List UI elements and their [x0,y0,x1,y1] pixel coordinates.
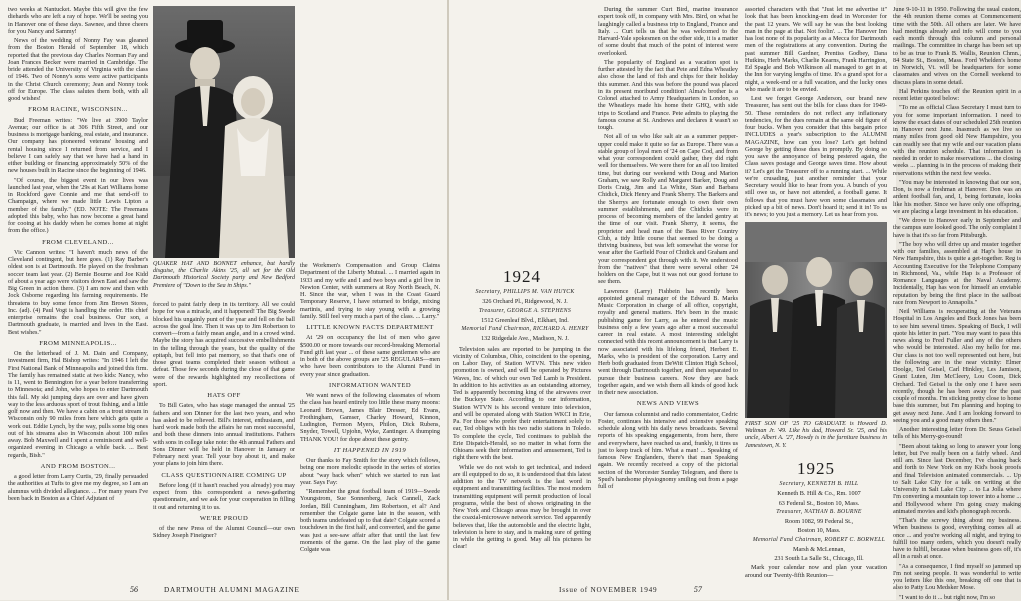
class-address: Kenneth B. Hill & Co., Rm. 1007 [777,490,861,498]
paragraph: At '29 on occupancy the list of men who gave $500.00 or more towards our record-breaking Memorial Fund gift last year ... of these same gentlemen who are in both of the above groups are '25 REGULARS—men who have been contributors to the Alumni Fund in every year since graduation. [300,334,440,378]
section-heading: INFORMATION WANTED [329,381,411,389]
paragraph: the Workmen's Compensation and Group Claims Department of the Liberty Mutual. ... I married again in 1933 and my wife and I and two boys and a girl live in Newton Center, with summers at Roy North Beach, N. H. Since the war, when I was in the Coast Guard Temporary Reserve, I have returned to bridge, mixing martinis, and trying to stay young with a growing family. Still feel very much a part of the class. ... Larry." [300,262,440,320]
paragraph: While we do not wish to get technical, and indeed are ill equipped to do so, it is understood that this latest addition to the TV network is the last word in equipment and transmitting facilities. The most modern transmitting equipment will permit production of local programs, while the best of shows originating in the New York and Chicago areas may be brought in over the coaxial-microwave network service. Ted apparently believes that, like the automobile and the electric light, television is here to stay, and is making sure of getting in while the getting is good. May all his pictures be clear! [453,463,591,551]
paragraph: "You may be interested in knowing that our son, Don, is now a freshman at Hanover. Don was an ardent football fan, and, I, being fortunate, looks like his mother. Since we have only one offspring, we are placing a large investment in his education. [893,178,1021,215]
section-heading: AND FROM BOSTON... [40,462,116,470]
paragraph: To Bill Gates, who has stage managed the annual '25 fathers and son Dinner for the last two years, and who has asked to be relieved. Bill's interest, enthusiasm, and hard work made both the affairs he ran most successful, and both these dinners into annual institutions. Fathers with sons in college take note: the 4th annual Fathers and Sons Dinner will be held in Hanover in January or February next year. Tell your boy about it, and make your plans to join him there. [153,402,295,468]
class-address: 63 Federal St., Boston 10, Mass. [778,499,860,507]
paragraph: Lest we forget George Anderson, our brand new Treasurer, has sent out the bills for class dues for 1949-50. These reminders do not reflect any inflationary tendencies, for the dues remain at the same old figure of four bucks. When you consider that this bargain price INCLUDES a year's subscription to the ALUMNI MAGAZINE, how can you lose? Let's get behind George by getting those dues in promptly. By doing so you save the annoyance of being pestered again, the Class saves postage and George saves time. How about it? Let's get the Treasurer off to a running start. ... While we're crusading, just another reminder that your Secretary would like to hear from you. A bunch of you still owe us, or have not attended, a football game. It follows that you must have won some classmates and picked up a bit of news. Don't hoard it; send it in! To us it's news; to you just a memory. Let us hear from you. [745,95,887,218]
paragraph: "To me as official Class Secretary I must turn to you for some important information. I need to know the exact dates of our scheduled 25th reunion in Hanover next June. Inasmuch as we live so many miles from good old New Hampshire, you can readily see that my wife and our vacation plans with the reunion schedule. That information is needed in order to make reservations ... the closing weeks ... planning is in the process of making their reservations within the next few weeks. [893,104,1021,177]
paragraph: assorted characters with that "Just let me advertise it" look that has been knocking-em dead in Worcester for the past 12 years. We will say he was the best looking man in the page at that. Not foolin'. ... The Hanover Inn has lost none of its popularity as a Mecca for Dartmouth men of the registrations at any convention. During the past summer Bill Gardner, Prentiss Godbey, Dana Hutkins, Herb Marks, Charlie Kearns, Frank Harrington, Ed Spagle and Bob Wilkinson all managed to get in at the Inn for varying lengths of time. It's a grand spot for a night, a week-end or a full vacation, and the lucky ones who made it are to be envied. [745,6,887,93]
class-officer: Treasurer, NATHAN B. BOURNE [776,508,862,515]
paragraph: Our thanks to Fay Smith for the story which follows, being one more melodic episode in the series of stories about "way back when" which we started to run last year. Says Fay: [300,457,440,486]
section-heading: LITTLE KNOWN FACTS DEPARTMENT [306,324,434,331]
page-number: 56 [130,585,138,594]
paragraph: Lawrence (Larry) Fishbein has recently been appointed general manager of the Edward B. Marks Music Corporation in charge of all office, copyright, royalty and general matters. He's been in the music publishing game for Larry, as he entered the music business only a few years ago after a most successful career in real estate. A most interesting sidelight connected with this recent announcement is that Larry is now associated with his lifelong friend, Herbert E. Marks, who is president of the corporation. Larry and Herb both graduated from DeWitt Clinton High School, went through Dartmouth together, and then separated to pursue their business careers. Now they are back together again, and we wish them all kinds of good luck in their new association. [598,287,738,396]
paragraph: Not all of us who like salt air as a summer pepper-upper could make it quite so far as Europe. There was a stable group of loyal men of '24 on Cape Cod, and from what your correspondent could gather, they did right well for themselves. We were there for an all too limited time, but during our weekend with Doug and Marion Graham, we saw Rolly and Margaret Barker, Doug and Doris Craig, Jim and La White, Stan and Barbara Chidick, Dick Henry and Frank Sherry. The Barkers and the Sherrys are fortunate enough to own their own summer establishments, and the Chidicks were in process of becoming members of the landed gentry at the time of our visit. Frank Sherry, it seems, the proprietor and head man of the Bass River Country Club, a tidy little course that seemed to be doing a thriving business, but was left somewhat the worse for wear after the Garfield Four of Chidick and Graham and your correspondent got through with it. We understood from the "natives" that there were several other '24 holders on the Cape, but it was not our good fortune to see them. [598,133,738,286]
section-heading: FROM MINNEAPOLIS... [39,339,117,347]
right-page [449,0,1021,601]
paragraph: "As a consequence, I find myself so jammed up I'm not seeing people. It was wonderful to write you letters like this one, breaking off one that is also to Patty Lou Medsker Mose. [893,562,1021,592]
paragraph: News of the wedding of Nonny Fay was gleaned from the Boston Herald of September 18, which reported that the previous day Charles Norman Fay and Joan Frances Becker were married in Cambridge. The bride attended the University of Virginia with the class of 1946. Two of Nonny's sons were active participants in the Christ Church ceremony; Jean and Nonny took off for Europe. The class salutes them both, with all good wishes! [8,37,148,102]
paragraph: Neil Williams is recuperating at the Veterans Hospital in Los Angeles and Buck Jones has been to see him several times. Speaking of Buck, I will quote his letter in part. "You may want to pass this news along to Fred Fuller and any of the others who would be interested. Also my hello for me. Our class is not too well represented out here, but the following are in the near vicinity: Elmer Doolge, Ted Geisel, Carl Hinkley, Les Jamison, Grant Luten, Jim McCleery, Lou Coom, Dick Orchard. Ted Geisel is the only one I have seen recently, though he has been away for the past couple of months. I'm sticking pretty close to home base this summer, but I'm planning and hoping to get away next June. And I am looking forward to seeing you and a good many others then." [893,308,1021,424]
paragraph: two weeks at Nantucket. Maybe this will give the few diehards who are left a ray of hope. We'll be seeing you in Hanover one of these days. Sawnee, and three cheers for you Nancy and Sammy! [8,6,148,35]
paragraph: "We drove to Hanover early in September and the campus sure looked good. The only complaint I have is that it's so far from Pittsburgh. [893,217,1021,239]
three-men-illustration [745,222,887,418]
class-1925-block [745,454,887,582]
paragraph: "Of course, the biggest event in our lives was launched last year, when the '29s at Kari Williams home in Rockford gave Connie and me that send-off to Champaign, where we made little Lewis Lipton a member of the family." (ED. NOTE: The Freemans adopted this baby, who has now become a great hand for cooing at his daddy when he comes home at night from the office.) [8,176,148,235]
class-officer: Secretary, PHILLIPS M. VAN HUYCK [475,289,575,295]
class-year-heading: 1924 [503,267,541,286]
paragraph: During the summer Curt Bird, marine insurance expert took off, in company with Mrs. Bird, on what he laughingly called a business trip to England, France and Italy. ... Curt tells us that he was welcomed to the Harvard-Yale spokesmen on the other side, it is a matter of some doubt that much of the point of interest were overlooked. [598,6,738,57]
left-column-1 [8,6,148,581]
class-officer: Memorial Fund Chairman, ROBERT C. BORWELL [752,536,886,543]
section-heading: WE'RE PROUD [199,514,249,522]
photo-caption: FIRST SON OF '25 TO GRADUATE is Howard D. Waltman Jr. '49. Like his dad, Howard Sr. '25, and his uncle, Albert A. '27, Howdy is in the furniture business in Jamestown, N. Y. [745,421,887,449]
class-officer: Secretary, KENNETH B. HILL [779,481,859,487]
magazine-title: DARTMOUTH ALUMNI MAGAZINE [163,586,300,594]
section-heading: NEWS AND VIEWS [636,400,700,408]
paragraph: The popularity of England as a vacation spot is further attested by the fact that Pete and Edna Wheatley also chose the land of fish and chips for their holiday this summer. And this was before the pound was placed in its present moribund condition! Alma's brother is a Colonel attached to Army Headquarters in London, so the Wheatleys made his home their GHQ, with side trips to Scotland and France. Pete admits to playing the famous course at St. Andrews and declares it wasn't so tough. [598,58,738,131]
class-year-heading: 1925 [797,459,835,478]
graduate-photo [745,222,887,418]
paragraph: "I want to do it ... but right now, I'm so [899,593,996,601]
left-page [0,0,447,600]
issue-date: Issue of NOVEMBER 1949 [559,586,658,594]
paragraph: of the new Press of the Alumni Council—our own Sidney Joseph Fineigner? [153,525,295,540]
photo-caption: QUAKER HAT AND BONNET enhance, but hardly disguise, the Charlie Akins '25, all set for the Old Dartmouth Historical Society party and New Bedford Premiere of "Down to the Sea in Ships." [153,261,295,289]
section-heading: IT HAPPENED IN 1919 [333,446,407,454]
section-heading: FROM RACINE, WISCONSIN... [28,106,128,114]
class-address: 231 South La Salle St., Chicago, Ill. [774,555,864,562]
left-column-3 [300,262,440,582]
class-address: 1512 Greenleaf Blvd., Elkhart, Ind. [481,316,569,324]
paragraph: We want news of the following classmates of whom the class has heard entirely too little these many moons: Leonard Brown, James Blair Dresser, Ed Evans, Frothingham, Gamser, Charley Howard, Kinnon, Ludington, Fermon Myers, Philon, Dick Rubens, Snyder, Towell, Upjohn, Wyke, Zantinger. A thumping THANK YOU! for dope about these gentry. [300,392,440,443]
class-officer: Memorial Fund Chairman, RICHARD A. HENRY [461,326,589,332]
section-heading: HATS OFF [207,392,241,399]
right-column-1 [453,262,591,582]
paragraph: Our famous columnist and radio commentator, Cedric Foster, continues his intensive and extensive speaking schedule along with his daily news broadcasts. Several reports of his speaking engagements, from here, there and everywhere, have reached us and, frankly, it tires us just to keep track of him. What a man! ... Speaking of famous New Englanders, there's that man Speaking again. We recently received a copy of the pictorial section of the Worcester Sunday Telegram, and there is Spud's handsome physiognomy smiling out from a page full of [598,410,738,490]
section-heading: CLASS QUESTIONNAIRE COMING UP [161,471,287,479]
class-address: Room 1082, 99 Federal St., [784,518,854,525]
paragraph: Another interesting letter from Dr. Seuss Geisel tells of his Merry-go-round! [893,426,1021,441]
paragraph: forced to paint fairly deep in its territory. All we could hope for was a miracle, and it happened! The Big Swede blocked his ungainly punt of the year and fell on the ball across the goal line. Then it was up to Jim Robertson to convert—from a fairly mean angle, and in a crowd wind. Maybe the story has acquired successive embellishments in the telling through the years, but the quality of the epitaph, but fell into pat memory, so that that's one of those great teams completed their season without a defeat. Those few seconds during the close of that game were of the rewards highlighted my recollections of sport. [153,301,295,388]
quaker-couple-illustration [153,6,295,258]
class-address: 326 Orchard Pl., Ridgewood, N. J. [482,298,568,306]
class-address: Boston 10, Mass. [797,527,841,535]
left-folio [130,585,300,594]
paragraph: Vic Cannon writes: "I haven't much news of the Cleveland contingent, but here goes. (1) Ray Barber's oldest son is at Dartmouth. He played on the freshman soccer team last year. (2) Bernie Bourne and Joe Kidd of about a year ago were visitors down East and saw the Big Green in action there. (3) I am now and then with Jock Osborne regarding his farming requirements. He threatens to buy some fence from Jim Brown Stores, Inc. (ad). (4) Paul Vogt is handling the order. His chief enterprise remains the coal business. Our son, a Dartmouth graduate, is married and lives in the East. Best wishes." [8,248,148,336]
right-column-4 [893,6,1021,601]
paragraph: "Remember the great football team of 1919—Swede Youngstrom, Sue Sonnenberg, Jack Cannell, Zack Jordan, Bill Cunningham, Jim Robertson, et al? And remember the Colgate game late in the season, with both teams undefeated up to that date? Colgate scored a touchdown in the first half, and converted, and the game was just a see-saw affair after that until the last few moments of the game. On the last play of the game Colgate was [300,488,440,553]
paragraph: a good letter from Larry Curtis, '29, finally persuaded the authorities at Tufts to give me my degree, so I am an alumnus with divided allegiance. ... For many years I've been back in Boston as a Chief Adjutant of [8,473,148,502]
right-folio [559,585,702,594]
section-heading: FROM CLEVELAND... [42,238,114,246]
paragraph: "The boy who will drive up and muster together with our families, assembled at Hap's house in New Hampshire, this is quite a get-together. Reg is Accounting Executive for the Telephone Company in Richmond, Va., while Hap is a Professor of Romance Languages at the Naval Academy. Incidentally, Hap has won for himself an enviable reputation by being the first place in the sailboat race from Newport to Annapolis." [893,240,1021,306]
quaker-couple-photo [153,6,295,258]
class-officer: Treasurer, GEORGE A. STEPHENS [478,307,572,314]
class-address: 132 Ridgedale Ave., Madison, N. J. [481,335,569,343]
paragraph: Hal Perkins touches off the Reunion spirit in a recent letter quoted below: [893,87,1021,102]
paragraph: June 9-10-11 in 1950. Following the usual custom, the 4th reunion theme comes at Commencement time with the 50th. All others are later. We have had meetings already and info will come to you each month through this column and personal mailings. The committee in charge has been set up to be as true to Frank B. Wallis, Reunion Chmn., 84 State St., Boston, Mass. Ford Whelden's home in Norwich, Vt. will be headquarters for some classmates and wives on the Cornell weekend to discuss plans in some detail. [893,6,1021,86]
paragraph: Mark your calendar now and plan your vacation around our Twenty-fifth Reunion— [745,564,887,579]
paragraph: "That's the screwy thing about my business. When business is good, everything comes all at once ... and you're working all night, and trying to fulfill too many orders, which you doesn't really have to fulfill, because when business goes off, it's all in a rush at once. [893,517,1021,561]
paragraph: Television sales are reported to be jumping in the vicinity of Columbus, Ohio, coincident to the opening, on Labor Day, of Station WTVN. This new video promotion is owned, and will be operated by Pictures Waves, Inc. of which our own Ted Lamb is President. In addition to his activities as an outstanding attorney, Ted is apparently becoming king of the airwaves over the Buckeye State. According to our information, Station WTVN is his second venture into television, and will be operated along with Station WKCI in Erie, Pa. For those who prefer their entertainment solely to ear, Ted obliges with his two radio stations in Toledo. To complete the cycle, Ted continues to publish the Erie Dispatch-Herald, so no matter in what form the Ohioans seek their information and amusement, Ted is right there with the best. [453,345,591,462]
paragraph: Before long (if it hasn't reached you already) you may expect from this correspondent a news-gathering questionnaire, and we ask for your cooperation in filling it out and returning it to us. [153,481,295,511]
paragraph: "Been about taking so long to answer your long letter, but I've really been on a fairly wheel. And still am. Since last December, I've chasing back and forth to New York on my Kid's book proofs and final Television animated commercials. ... Up to Salt Lake City for a talk on writing at the University in Salt Lake City ... to La Jolla where I'm converting a mountain top tower into a home ... and Hollywood where I'm going crazy making animated movies and kid's phonograph records. [893,442,1021,515]
right-column-2 [598,6,738,581]
left-column-2 [153,301,295,583]
page-number: 57 [693,585,702,594]
class-address: Marsh & McLennan, [792,545,846,553]
paragraph: Bud Freeman writes: "We live at 3900 Taylor Avenue; our office is at 306 Fifth Street, and our business is mortgage banking, real estate, and insurance. Our company has pioneered veterans' housing and rental housing since I returned from service, and I believe I can safely say that we have had a hand in either building or financing approximately 50% of the new houses built in Racine since the beginning of 1946. [8,116,148,175]
paragraph: On the letterhead of J. M. Dain and Company, investment firm, Hal Bishop writes: "In 1946 I left the First National Bank of Minneapolis and joined this firm. The family has remained static at two kids: Nancy, who is 11, went to Bennington for a year before transferring to Minnesota; and John, who hopes to enter Dartmouth this fall. My ski jumping days are over and have given way to the less arduous sport of trout fishing, and a little golf now and then. We have a cabin on a trout stream in Wisconsin only 90 miles from here which gets quite a work out. Eddie Lynch, by the way, pulls some big ones out of his streams also in Wisconsin about 100 miles away. Bob Maxwell and I spent a reminiscent and well-organized evening in Chicago a while back. ... Best regards, Bish." [8,350,148,459]
right-column-3-top [745,6,887,218]
